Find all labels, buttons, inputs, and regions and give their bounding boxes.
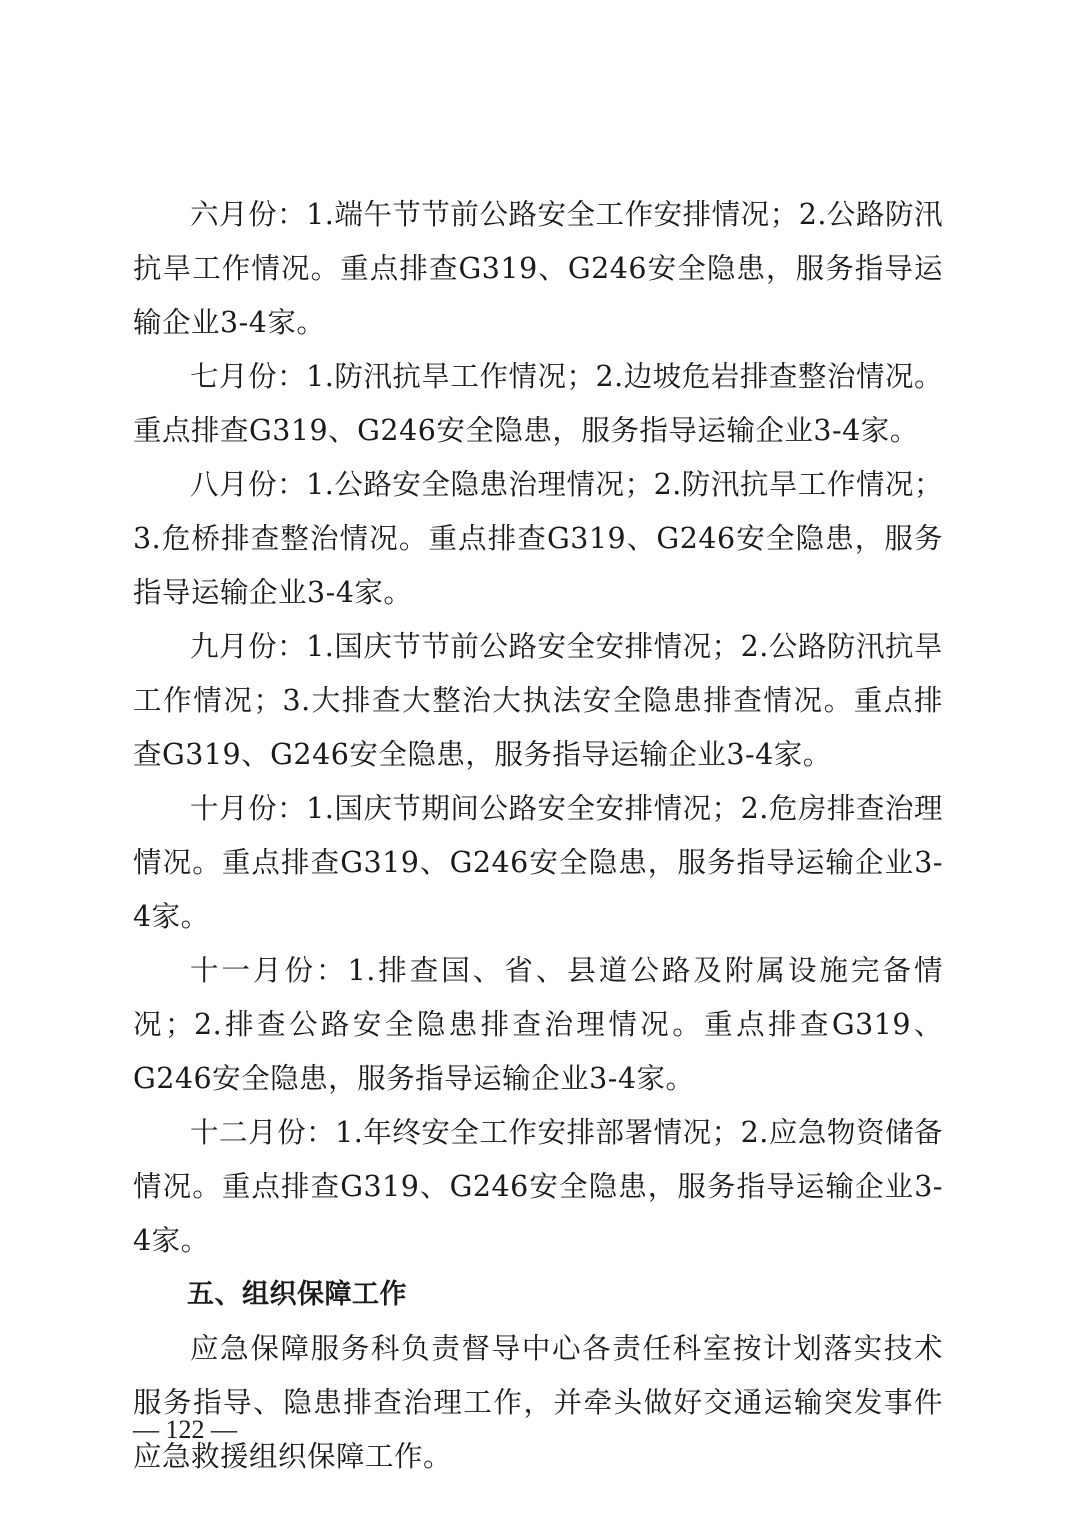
section-heading: 五、组织保障工作 <box>187 1279 407 1310</box>
page-number: — 122 — <box>133 1415 237 1444</box>
section-paragraph: 应急保障服务科负责督导中心各责任科室按计划落实技术服务指导、隐患排查治理工作，并牵头做好交通运输突发事件应急救援组织保障工作。 <box>133 1332 943 1473</box>
paragraph-july: 七月份：1.防汛抗旱工作情况；2.边坡危岩排查整治情况。重点排查G319、G246安全隐患，服务指导运输企业3-4家。 <box>133 360 943 447</box>
paragraph-august: 八月份：1.公路安全隐患治理情况；2.防汛抗旱工作情况；3.危桥排查整治情况。重点排查G319、G246安全隐患，服务指导运输企业3-4家。 <box>133 468 943 609</box>
paragraph-october: 十月份：1.国庆节期间公路安全安排情况；2.危房排查治理情况。重点排查G319、G246安全隐患，服务指导运输企业3-4家。 <box>133 792 943 933</box>
paragraph-november: 十一月份：1.排查国、省、县道公路及附属设施完备情况；2.排查公路安全隐患排查治理情况。重点排查G319、G246安全隐患，服务指导运输企业3-4家。 <box>133 954 943 1095</box>
paragraph-december: 十二月份：1.年终安全工作安排部署情况；2.应急物资储备情况。重点排查G319、G246安全隐患，服务指导运输企业3-4家。 <box>133 1116 943 1257</box>
paragraph-september: 九月份：1.国庆节节前公路安全安排情况；2.公路防汛抗旱工作情况；3.大排查大整治大执法安全隐患排查情况。重点排查G319、G246安全隐患，服务指导运输企业3-4家。 <box>133 630 943 771</box>
document-body <box>133 188 943 1484</box>
paragraph-june: 六月份：1.端午节节前公路安全工作安排情况；2.公路防汛抗旱工作情况。重点排查G319、G246安全隐患，服务指导运输企业3-4家。 <box>133 198 943 339</box>
